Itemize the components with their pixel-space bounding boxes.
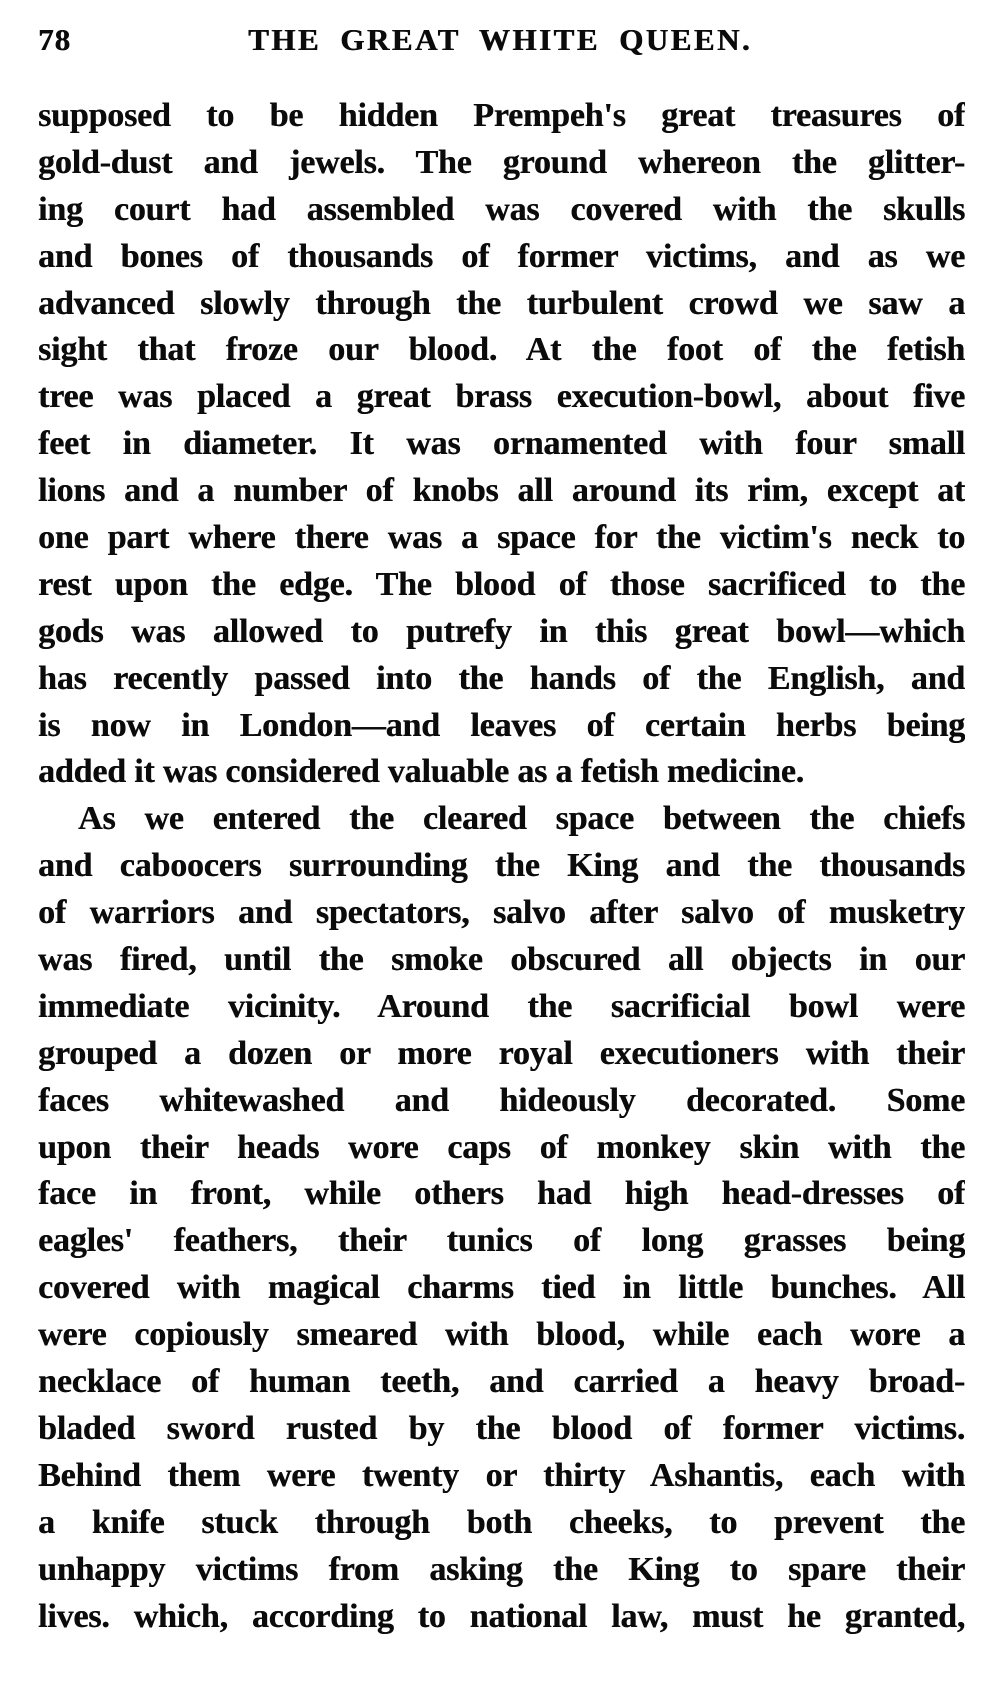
running-header [0, 20, 1000, 60]
text-line: of warriors and spectators, salvo after salvo of musketry [38, 894, 965, 932]
text-line: gods was allowed to putrefy in this great bowl—which [38, 612, 965, 650]
text-line: and bones of thousands of former victims, and as we [38, 237, 965, 275]
text-line: lions and a number of knobs all around its rim, except at [38, 472, 965, 510]
page-body [38, 93, 965, 1640]
text-line: necklace of human teeth, and carried a heavy broad- [38, 1363, 965, 1401]
text-line: was fired, until the smoke obscured all objects in our [38, 941, 965, 979]
text-line: advanced slowly through the turbulent crowd we saw a [38, 284, 965, 322]
text-line: tree was placed a great brass execution-bowl, about five [38, 378, 965, 416]
text-line: lives. which, according to national law, must he granted, [38, 1597, 965, 1635]
text-line: unhappy victims from asking the King to spare their [38, 1550, 965, 1588]
text-line: upon their heads wore caps of monkey skin with the [38, 1128, 965, 1166]
text-line: were copiously smeared with blood, while each wore a [38, 1316, 965, 1354]
text-line: sight that froze our blood. At the foot of the fetish [38, 331, 965, 369]
running-header-title: THE GREAT WHITE QUEEN. [247, 22, 753, 57]
text-line: has recently passed into the hands of the English, and [38, 659, 965, 697]
text-line: covered with magical charms tied in little bunches. All [38, 1269, 965, 1307]
text-line: rest upon the edge. The blood of those sacrificed to the [38, 565, 965, 603]
text-line: and caboocers surrounding the King and the thousands [38, 847, 965, 885]
text-line: eagles' feathers, their tunics of long grasses being [38, 1222, 965, 1260]
text-line: As we entered the cleared space between the chiefs [78, 800, 965, 838]
text-line: added it was considered valuable as a fetish medicine. [38, 753, 804, 791]
text-line: supposed to be hidden Prempeh's great treasures of [38, 97, 965, 134]
text-line: gold-dust and jewels. The ground whereon the glitter- [38, 143, 965, 181]
page-number: 78 [38, 22, 71, 57]
text-line: one part where there was a space for the victim's neck to [38, 519, 965, 557]
text-line: face in front, while others had high head-dresses of [38, 1175, 965, 1213]
text-line: faces whitewashed and hideously decorated. Some [38, 1081, 965, 1119]
text-line: Behind them were twenty or thirty Ashantis, each with [38, 1456, 965, 1494]
text-line: ing court had assembled was covered with the skulls [38, 190, 965, 228]
text-line: feet in diameter. It was ornamented with four small [38, 425, 965, 463]
text-line: is now in London—and leaves of certain herbs being [38, 706, 965, 744]
text-line: grouped a dozen or more royal executioners with their [38, 1034, 965, 1072]
text-line: bladed sword rusted by the blood of former victims. [38, 1409, 965, 1447]
text-line: a knife stuck through both cheeks, to prevent the [38, 1503, 965, 1541]
text-line: immediate vicinity. Around the sacrificial bowl were [38, 987, 965, 1025]
